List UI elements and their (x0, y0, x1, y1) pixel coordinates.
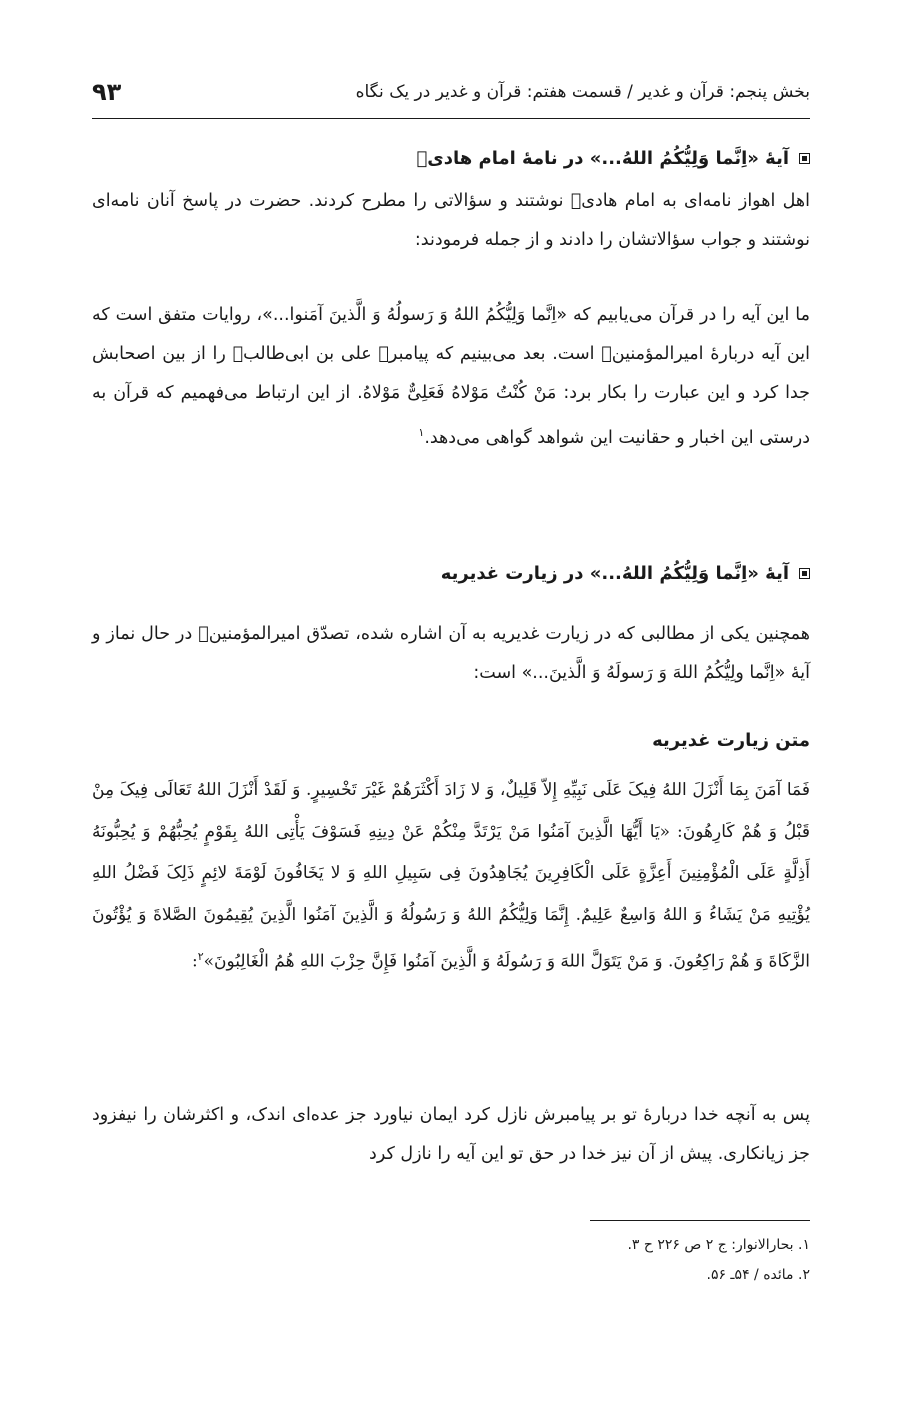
footnote-rule (590, 1220, 810, 1221)
section-1-quote (92, 296, 810, 458)
translation-block (92, 1096, 810, 1174)
running-head (92, 74, 810, 110)
footnote-ref-2: ۲ (197, 950, 204, 964)
arabic-text-block (92, 770, 810, 984)
section-1-intro-block (92, 182, 810, 260)
page-number: ۹۳ (92, 78, 122, 106)
header-rule (92, 118, 810, 119)
book-page (92, 60, 810, 1380)
square-bullet-icon (799, 153, 810, 164)
square-bullet-icon (799, 568, 810, 579)
section-2-heading-block (92, 563, 810, 584)
section-1-intro: اهل اهواز نامه‌ای به امام هادیؑ نوشتند و سؤالاتی را مطرح کردند. حضرت در پاسخ آنان نامه‌ای نوشتند و جواب سؤالاتشان را دادند و از جمله فرمودند: (92, 191, 810, 250)
ziyarat-translation: پس به آنچه خدا دربارهٔ تو بر پیامبرش نازل کرد ایمان نیاورد جز عده‌ای اندک، و اکثرشان را نیفزود جز زیانکاری. پیش از آن نیز خدا در حق تو این آیه را نازل کرد (92, 1105, 810, 1164)
footnote-1: ۱. بحارالانوار: ج ۲ ص ۲۲۶ ح ۳. (627, 1237, 810, 1253)
section-1-quote-text: ما این آیه را در قرآن می‌یابیم که «اِنَّما وَلِیُّکُمُ اللهُ وَ رَسولُهُ وَ الَّذینَ آمَنوا...»، روایات متفق است که این آیه دربارهٔ امیرالمؤمنینؑ است. بعد می‌بینیم که پیامبرﷺ علی بن ابی‌طالبؑ را از بین اصحابش جدا کرد و این عبارت را بکار برد: مَنْ کُنْتُ مَوْلاهُ فَعَلِیٌّ مَوْلاهُ. از این ارتباط می‌فهمیم که قرآن به درستی این اخبار و حقانیت این شواهد گواهی می‌دهد. (92, 305, 810, 448)
section-2-intro-block (92, 615, 810, 693)
footnotes (627, 1230, 810, 1290)
section-2-subheading-block (92, 730, 810, 751)
running-title: بخش پنجم: قرآن و غدیر / قسمت هفتم: قرآن و غدیر در یک نگاه (355, 82, 810, 102)
ziyarat-arabic-text: فَمَا آمَنَ بِمَا أَنْزَلَ اللهُ فِیکَ عَلَی نَبِیِّهِ إِلاّ قَلِیلٌ، وَ لا زَادَ أَکْثَرَهُمْ غَیْرَ تَخْسِیرٍ. وَ لَقَدْ أَنْزَلَ اللهُ تَعَالَی فِیکَ مِنْ قَبْلُ وَ هُمْ کَارِهُونَ: «یَا أَیُّهَا الَّذِینَ آمَنُوا مَنْ یَرْتَدَّ مِنْکُمْ عَنْ دِینِهِ فَسَوْفَ یَأْتِی اللهُ بِقَوْمٍ یُحِبُّهُمْ وَ یُحِبُّونَهُ أَذِلَّةٍ عَلَی الْمُؤْمِنِینَ أَعِزَّةٍ عَلَی الْکَافِرِینَ یُجَاهِدُونَ فِی سَبِیلِ اللهِ وَ لا یَخَافُونَ لَوْمَةَ لائِمٍ ذَلِکَ فَضْلُ اللهِ یُؤْتِیهِ مَنْ یَشَاءُ وَ اللهُ وَاسِعٌ عَلِیمٌ. إِنَّمَا وَلِیُّکُمُ اللهُ وَ رَسُولُهُ وَ الَّذِینَ آمَنُوا الَّذِینَ یُقِیمُونَ الصَّلاةَ وَ یُؤْتُونَ الزَّکَاةَ وَ هُمْ رَاکِعُونَ. وَ مَنْ یَتَوَلَّ اللهَ وَ رَسُولَهُ وَ الَّذِینَ آمَنُوا فَإِنَّ حِزْبَ اللهِ هُمُ الْغَالِبُونَ»$^۲$: (92, 780, 810, 973)
section-1-heading-text: آیهٔ «اِنَّما وَلِیُّکُمُ اللهُ...» در نامهٔ امام هادیؑ (416, 148, 789, 169)
ziyarat-arabic-body: فَمَا آمَنَ بِمَا أَنْزَلَ اللهُ فِیکَ عَلَی نَبِیِّهِ إِلاّ قَلِیلٌ، وَ لا زَادَ أَکْثَرَهُمْ غَیْرَ تَخْسِیرٍ. وَ لَقَدْ أَنْزَلَ اللهُ تَعَالَی فِیکَ مِنْ قَبْلُ وَ هُمْ کَارِهُونَ: «یَا أَیُّهَا الَّذِینَ آمَنُوا مَنْ یَرْتَدَّ مِنْکُمْ عَنْ دِینِهِ فَسَوْفَ یَأْتِی اللهُ بِقَوْمٍ یُحِبُّهُمْ وَ یُحِبُّونَهُ أَذِلَّةٍ عَلَی الْمُؤْمِنِینَ أَعِزَّةٍ عَلَی الْکَافِرِینَ یُجَاهِدُونَ فِی سَبِیلِ اللهِ وَ لا یَخَافُونَ لَوْمَةَ لائِمٍ ذَلِکَ فَضْلُ اللهِ یُؤْتِیهِ مَنْ یَشَاءُ وَ اللهُ وَاسِعٌ عَلِیمٌ. إِنَّمَا وَلِیُّکُمُ اللهُ وَ رَسُولُهُ وَ الَّذِینَ آمَنُوا الَّذِینَ یُقِیمُونَ الصَّلاةَ وَ یُؤْتُونَ الزَّکَاةَ وَ هُمْ رَاکِعُونَ. وَ مَنْ یَتَوَلَّ اللهَ وَ رَسُولَهُ وَ الَّذِینَ آمَنُوا فَإِنَّ حِزْبَ اللهِ هُمُ الْغَالِبُونَ» (92, 780, 810, 973)
footnote-2: ۲. مائده / ۵۴ـ ۵۶. (706, 1267, 810, 1283)
section-2-intro: همچنین یکی از مطالبی که در زیارت غدیریه به آن اشاره شده، تصدّق امیرالمؤمنینؑ در حال نماز و آیهٔ «اِنَّما ولِیُّکُمُ اللهَ وَ رَسولَهُ وَ الَّذینَ...» است: (92, 624, 810, 683)
footnote-ref-1: ۱ (418, 426, 425, 439)
section-2-heading (92, 563, 810, 584)
section-2-heading-text: آیهٔ «اِنَّما وَلِیُّکُمُ اللهُ...» در زیارت غدیریه (440, 563, 789, 584)
section-1-quote-block (92, 296, 810, 458)
ziyarat-subheading: متن زیارت غدیریه (652, 730, 810, 751)
section-1-heading (92, 148, 810, 169)
section-1-heading-block (92, 148, 810, 169)
